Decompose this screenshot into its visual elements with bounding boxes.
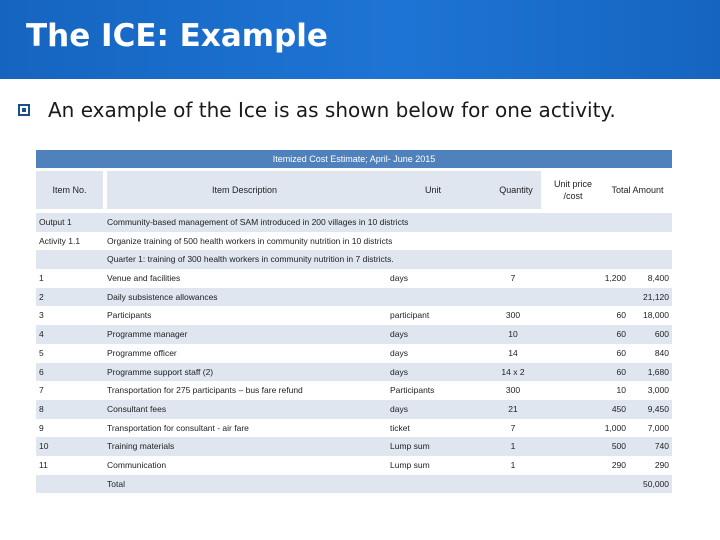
- cell-unit: days: [390, 329, 408, 340]
- table-row: [36, 344, 672, 363]
- cell-description: Programme support staff (2): [107, 366, 214, 377]
- table-row: [36, 232, 672, 251]
- cell-total-amount: 3,000: [647, 385, 669, 396]
- bullet-point: [18, 95, 616, 125]
- cell-quantity: [488, 288, 538, 307]
- cell-total-amount: [606, 232, 669, 251]
- table-row: [36, 437, 672, 456]
- cell-unit: Lump sum: [390, 459, 430, 470]
- cell-unit-price: 290: [611, 459, 626, 470]
- cell-item-no: 1: [39, 273, 44, 284]
- cell-item-no: Output 1: [39, 217, 72, 227]
- title-bar: [0, 0, 720, 79]
- cell-unit: days: [390, 366, 408, 377]
- cell-item-no: 9: [39, 422, 44, 433]
- table-row: [36, 269, 672, 288]
- cell-item-no: 5: [39, 347, 44, 358]
- table-header-row: [36, 171, 672, 209]
- cell-total-amount: 840: [654, 347, 669, 358]
- cell-quantity: 7: [510, 273, 516, 284]
- header-item-description: Item Description: [212, 185, 278, 195]
- cell-total-amount: 1,680: [647, 366, 669, 377]
- cell-unit-price: 450: [611, 403, 626, 414]
- cell-unit-price: 60: [616, 329, 626, 340]
- cell-unit-price: 60: [616, 310, 626, 321]
- cell-item-no: 6: [39, 366, 44, 377]
- cell-quantity: 14: [508, 347, 518, 358]
- cell-total-amount: [606, 213, 669, 232]
- cell-quantity: 14 x 2: [501, 366, 525, 377]
- cell-description: Daily subsistence allowances: [107, 291, 218, 302]
- cell-total-amount: [606, 250, 669, 269]
- header-unit-price: Unit price /cost: [543, 171, 603, 209]
- cell-description: Transportation for consultant - air fare: [107, 422, 249, 433]
- table-row: [36, 475, 672, 494]
- cell-description: Communication: [107, 459, 167, 470]
- cell-item-no: 4: [39, 329, 44, 340]
- cell-quantity: [488, 232, 538, 251]
- cell-description: Transportation for 275 participants – bus fare refund: [107, 385, 303, 396]
- cell-description: Training materials: [107, 441, 175, 452]
- cell-description: Total: [107, 478, 125, 489]
- cell-description: Programme officer: [107, 347, 177, 358]
- table-row: [36, 400, 672, 419]
- square-bullet-icon: [18, 104, 30, 116]
- cell-total-amount: 290: [654, 459, 669, 470]
- cell-description: Quarter 1: training of 300 health workers in community nutrition in 7 districts.: [107, 254, 394, 265]
- cell-description: Organize training of 500 health workers in community nutrition in 10 districts: [107, 235, 393, 246]
- cell-description: Consultant fees: [107, 403, 167, 414]
- cell-total-amount: 9,450: [647, 403, 669, 414]
- cell-unit: days: [390, 403, 408, 414]
- header-total-amount: Total Amount: [603, 171, 672, 209]
- cell-unit: Lump sum: [390, 441, 430, 452]
- cell-unit: participant: [390, 310, 430, 321]
- cell-quantity: 300: [505, 385, 521, 396]
- table-caption: Itemized Cost Estimate; April- June 2015: [36, 150, 672, 168]
- cell-item-no: 3: [39, 310, 44, 321]
- cell-unit: Participants: [390, 385, 435, 396]
- cell-total-amount: 21,120: [643, 291, 669, 302]
- cell-unit-price: 60: [616, 347, 626, 358]
- header-item-description-bg: [107, 171, 491, 209]
- cell-unit: ticket: [390, 422, 410, 433]
- cell-total-amount: 740: [654, 441, 669, 452]
- cell-total-amount: 18,000: [643, 310, 669, 321]
- cell-total-amount: 600: [654, 329, 669, 340]
- cell-unit-price: 500: [611, 441, 626, 452]
- cell-description: Community-based management of SAM introduced in 200 villages in 10 districts: [107, 217, 409, 227]
- cell-item-no: 8: [39, 403, 44, 414]
- table-row: [36, 456, 672, 475]
- cell-quantity: 1: [510, 459, 516, 470]
- cell-quantity: 21: [508, 403, 518, 414]
- cell-description: Programme manager: [107, 329, 188, 340]
- cell-item-no: Activity 1.1: [39, 235, 81, 246]
- cost-estimate-table: [36, 150, 672, 493]
- cell-item-no: 7: [39, 385, 44, 396]
- header-unit: Unit: [425, 185, 442, 195]
- cell-description: Participants: [107, 310, 152, 321]
- header-item-no: Item No.: [36, 171, 103, 209]
- table-body: [36, 213, 672, 493]
- cell-quantity: 1: [510, 441, 516, 452]
- cell-unit: days: [390, 347, 408, 358]
- cell-description: Venue and facilities: [107, 273, 181, 284]
- cell-unit-price: 10: [616, 385, 626, 396]
- cell-quantity: [488, 213, 538, 232]
- table-row: [36, 381, 672, 400]
- cell-item-no: 2: [39, 291, 44, 302]
- table-row: [36, 325, 672, 344]
- cell-quantity: 300: [505, 310, 521, 321]
- cell-unit: days: [390, 273, 408, 284]
- cell-unit-price: 60: [616, 366, 626, 377]
- table-row: [36, 288, 672, 307]
- cell-total-amount: 7,000: [647, 422, 669, 433]
- cell-quantity: 10: [508, 329, 518, 340]
- table-row: [36, 306, 672, 325]
- cell-quantity: [488, 475, 538, 494]
- cell-item-no: 11: [39, 459, 48, 470]
- cell-unit-price: 1,000: [604, 422, 626, 433]
- cell-unit-price: 1,200: [604, 273, 626, 284]
- table-row: [36, 250, 672, 269]
- cell-total-amount: 8,400: [647, 273, 669, 284]
- table-row: [36, 419, 672, 438]
- slide-title: The ICE: Example: [26, 18, 328, 54]
- bullet-text: An example of the Ice is as shown below for one activity.: [48, 98, 616, 122]
- table-row: [36, 213, 672, 232]
- cell-quantity: [488, 250, 538, 269]
- table-row: [36, 363, 672, 382]
- cell-total-amount: 50,000: [643, 478, 669, 489]
- cell-quantity: 7: [510, 422, 516, 433]
- cell-item-no: 10: [39, 441, 49, 452]
- header-quantity: Quantity: [491, 171, 541, 209]
